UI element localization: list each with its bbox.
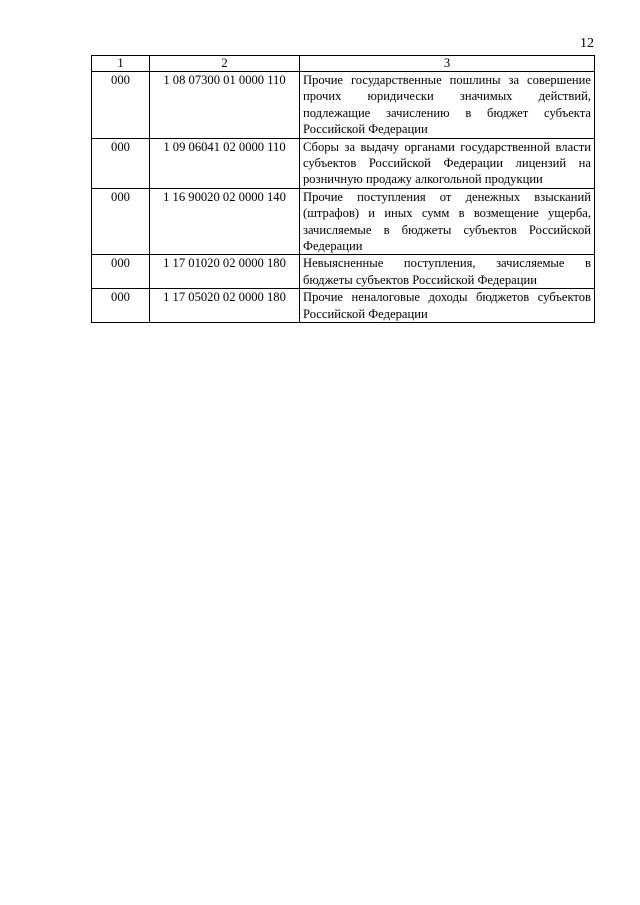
header-col-1: 1: [92, 56, 150, 72]
table-row: [92, 138, 595, 188]
table-row: [92, 188, 595, 255]
revenue-name-cell: Невыясненные поступления, зачисляемые в бюджеты субъектов Российской Федерации: [300, 255, 595, 289]
admin-code-cell: 000: [92, 72, 150, 139]
admin-code-cell: 000: [92, 289, 150, 323]
table-row: [92, 255, 595, 289]
table-row: [92, 289, 595, 323]
admin-code-cell: 000: [92, 188, 150, 255]
table-row: [92, 72, 595, 139]
table-header-row: [92, 56, 595, 72]
page-number: 12: [580, 36, 594, 51]
revenue-name-cell: Прочие поступления от денежных взысканий (штрафов) и иных сумм в возмещение ущерба, зачисляемые в бюджеты субъектов Российской Федерации: [300, 188, 595, 255]
revenue-name-cell: Прочие неналоговые доходы бюджетов субъектов Российской Федерации: [300, 289, 595, 323]
revenue-name-cell: Прочие государственные пошлины за совершение прочих юридически значимых действий, подлежащие зачислению в бюджет субъекта Российской Федерации: [300, 72, 595, 139]
kbk-code-cell: 1 17 01020 02 0000 180: [150, 255, 300, 289]
header-col-3: 3: [300, 56, 595, 72]
kbk-code-cell: 1 09 06041 02 0000 110: [150, 138, 300, 188]
kbk-code-cell: 1 17 05020 02 0000 180: [150, 289, 300, 323]
header-col-2: 2: [150, 56, 300, 72]
admin-code-cell: 000: [92, 255, 150, 289]
budget-revenue-table: [91, 55, 595, 323]
revenue-name-cell: Сборы за выдачу органами государственной власти субъектов Российской Федерации лицензий на розничную продажу алкогольной продукции: [300, 138, 595, 188]
admin-code-cell: 000: [92, 138, 150, 188]
kbk-code-cell: 1 08 07300 01 0000 110: [150, 72, 300, 139]
kbk-code-cell: 1 16 90020 02 0000 140: [150, 188, 300, 255]
